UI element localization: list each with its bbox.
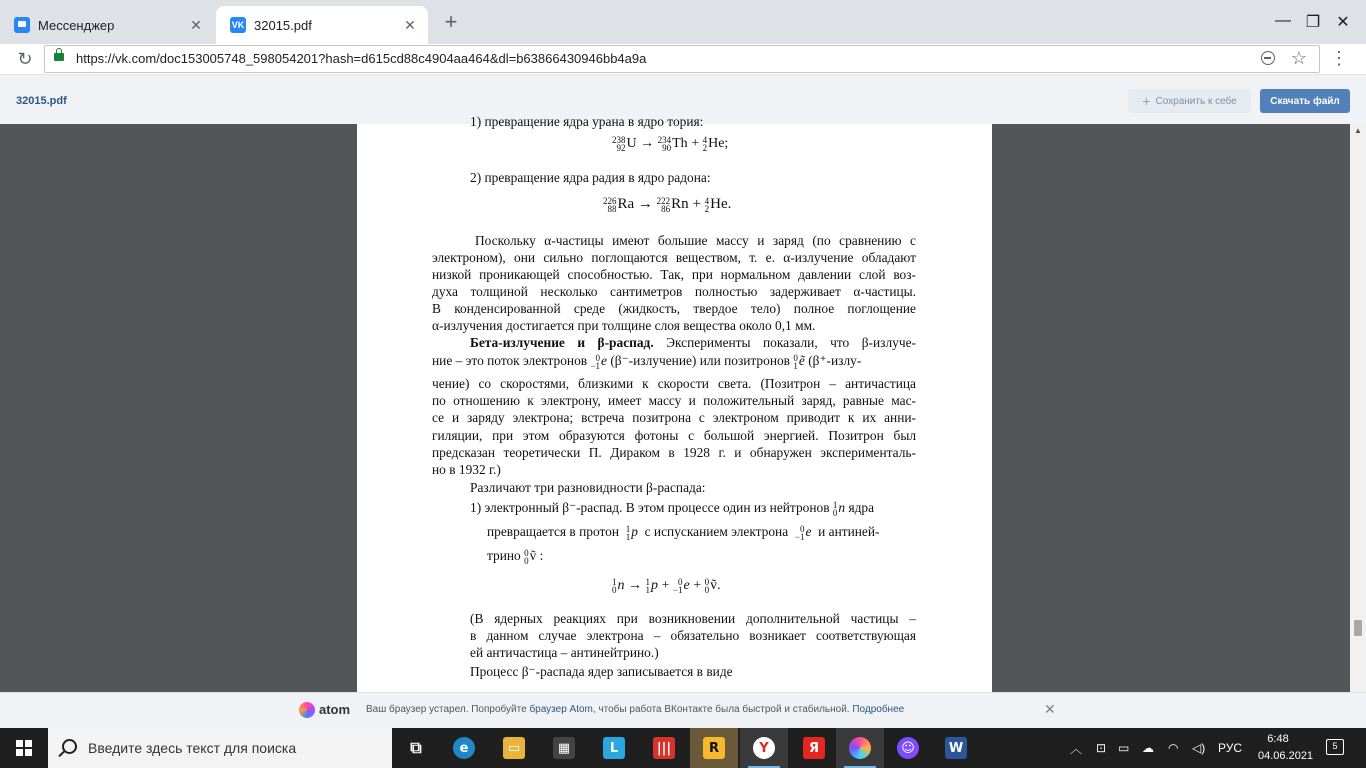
bookmark-star-icon[interactable]: ☆ [1290,48,1307,68]
clock[interactable] [1258,731,1314,765]
paragraph-line: электроном), они сильно поглощаются веществом, т. е. α-излучение обладают [432,250,916,265]
l-app-icon[interactable]: L [590,728,638,768]
tab-messenger[interactable] [0,6,214,44]
paragraph-line: се и заряду электрона; встреча позитрона с электроном приводит к их анни- [432,410,916,425]
close-icon[interactable]: ✕ [190,16,202,33]
language-indicator[interactable]: РУС [1218,741,1243,755]
atom-brand: atom [319,702,351,717]
close-window-button[interactable]: ✕ [1336,14,1350,31]
paragraph-line: гиляции, при этом образуются фотоны с большой энергией. Позитрон был [432,428,916,443]
lock-icon [54,53,64,61]
rockstar-icon[interactable]: R [690,728,738,768]
plus-icon: + [1142,93,1151,109]
electron-decay-line-2: превращается в протон 1 1 p с испусканием электрона 0 −1 e и антиней- [487,523,880,542]
wifi-icon[interactable]: ◠ [1168,741,1179,755]
windows-logo-icon [16,740,32,756]
minimize-button[interactable]: — [1275,12,1291,29]
paragraph-line: В конденсированной среде (жидкость, твердое тело) полное поглощение [432,301,916,316]
types-intro: Различают три разновидности β-распада: [470,480,706,495]
pdf-page [357,114,992,692]
atom-link[interactable]: браузер Atom [529,704,593,715]
document-title: 32015.pdf [16,95,67,107]
url-text[interactable]: https://vk.com/doc153005748_598054201?hash=d615cd88c4904aa464&dl=b63866430946bb4a9a [76,51,647,66]
item-2: 2) превращение ядра радия в ядро радона: [470,170,711,185]
tab-pdf[interactable] [216,6,428,44]
zoom-icon[interactable] [1261,51,1275,65]
paragraph-line: Поскольку α-частицы имеют большие массу и заряд (по сравнению с [475,233,916,248]
color-app-icon[interactable] [836,728,884,768]
tray-app-icon[interactable]: ⊡ [1096,741,1107,755]
battery-icon[interactable]: ▭ [1118,741,1130,755]
paragraph-line: чение) со скоростями, близкими к скорости света. (Позитрон – античастица [432,376,916,391]
yandex-icon[interactable]: Я [790,728,838,768]
task-view-icon[interactable]: ⧉ [410,738,422,757]
formula-beta-decay: 1 0 n → 1 1 p + 0 −1 e + 0 0 ṽ. [612,577,721,595]
save-label: Сохранить к себе [1155,95,1237,107]
beta-heading: Бета-излучение и β-распад. [470,335,654,350]
beta-heading-line: Бета-излучение и β-распад. Эксперименты показали, что β-излуче- [470,335,916,350]
formula-uranium: 238 92 U → 234 90 Th + 4 2 He; [612,135,729,153]
tab-title: Мессенджер [38,17,115,33]
reload-icon[interactable]: ↻ [17,49,33,69]
atom-logo-icon [299,702,315,718]
paragraph-line: (В ядерных реакциях при возникновении дополнительной частицы – [470,611,916,626]
restore-button[interactable]: ❐ [1305,14,1321,31]
browser-outdated-notice [0,692,1366,728]
paragraph-line: по отношению к электрону, имеет массу и положительный заряд, равные мас- [432,393,916,408]
paragraph-line: в данном случае электрона – обязательно возникает соответствующая [470,628,916,643]
edge-icon[interactable]: e [440,728,488,768]
tab-title: 32015.pdf [254,17,312,33]
yandex-browser-icon[interactable]: Y [740,728,788,768]
discord-icon[interactable]: ☺ [884,728,932,768]
paragraph-line: α-излучения достигается при толщине слоя вещества около 0,1 мм. [432,318,816,333]
paragraph-line: ей античастица – антинейтрино.) [470,645,659,660]
browser-toolbar [0,44,1366,74]
notice-text: Ваш браузер устарел. Попробуйте браузер Atom, чтобы работа ВКонтакте была быстрой и стабильной. Подробнее [366,704,905,715]
start-button[interactable] [0,728,48,768]
messenger-icon [14,17,30,33]
browser-menu-icon[interactable]: ⋮ [1330,48,1348,68]
formula-radium: 226 88 Ra → 222 86 Rn + 4 2 He. [603,195,732,214]
close-icon[interactable]: ✕ [1044,701,1056,717]
pdf-viewport[interactable] [0,114,1350,692]
more-link[interactable]: Подробнее [852,704,905,715]
beta-line-2: ние – это поток электронов 0 −1 e (β⁻-излучение) или позитронов 0 1 ẽ (β⁺-излу- [432,352,862,371]
file-explorer-icon[interactable]: ▭ [490,728,538,768]
search-placeholder: Введите здесь текст для поиска [88,740,297,756]
tray-chevron-icon[interactable]: ︿ [1070,741,1083,756]
volume-icon[interactable]: ◁) [1192,741,1206,755]
paragraph-line: низкой проникающей способностью. Так, при нормальном давлении слой воз- [432,267,916,282]
notifications-button[interactable]: 5 [1326,739,1344,755]
vertical-scrollbar[interactable] [1350,124,1366,692]
taskbar-search[interactable] [48,728,392,768]
paragraph-line: но в 1932 г.) [432,462,501,477]
paragraph-line: предсказан теоретически П. Дираком в 1928 г. и обнаружен эксперименталь- [432,445,916,460]
save-to-self-button[interactable] [1128,89,1251,113]
clock-date: 04.06.2021 [1258,750,1314,762]
scroll-up-icon[interactable]: ▲ [1354,126,1362,135]
electron-decay-line-1: 1) электронный β⁻-распад. В этом процессе один из нейтронов 1 0 n ядра [470,499,875,518]
electron-decay-line-3: трино 0 0 ṽ : [487,547,544,566]
last-line: Процесс β⁻-распада ядер записывается в виде [470,664,733,679]
word-icon[interactable]: W [932,728,980,768]
close-icon[interactable]: ✕ [404,16,416,33]
scrollbar-thumb[interactable] [1354,620,1362,636]
tab-strip [0,0,1366,44]
search-icon [62,739,77,754]
store-icon[interactable]: ▦ [540,728,588,768]
cloud-icon[interactable]: ☁ [1142,741,1154,755]
address-bar[interactable] [44,45,1320,73]
clock-time: 6:48 [1267,733,1289,745]
windows-taskbar [0,728,1366,768]
paragraph-line: духа толщиной несколько сантиметров полностью задерживает α-частицы. [432,284,916,299]
cut-off-line: 1) превращение ядра урана в ядро тория: [470,114,704,129]
download-button[interactable]: Скачать файл [1260,89,1350,113]
red-app-icon[interactable]: ||| [640,728,688,768]
vk-icon: VK [230,17,246,33]
new-tab-button[interactable]: + [444,9,458,34]
